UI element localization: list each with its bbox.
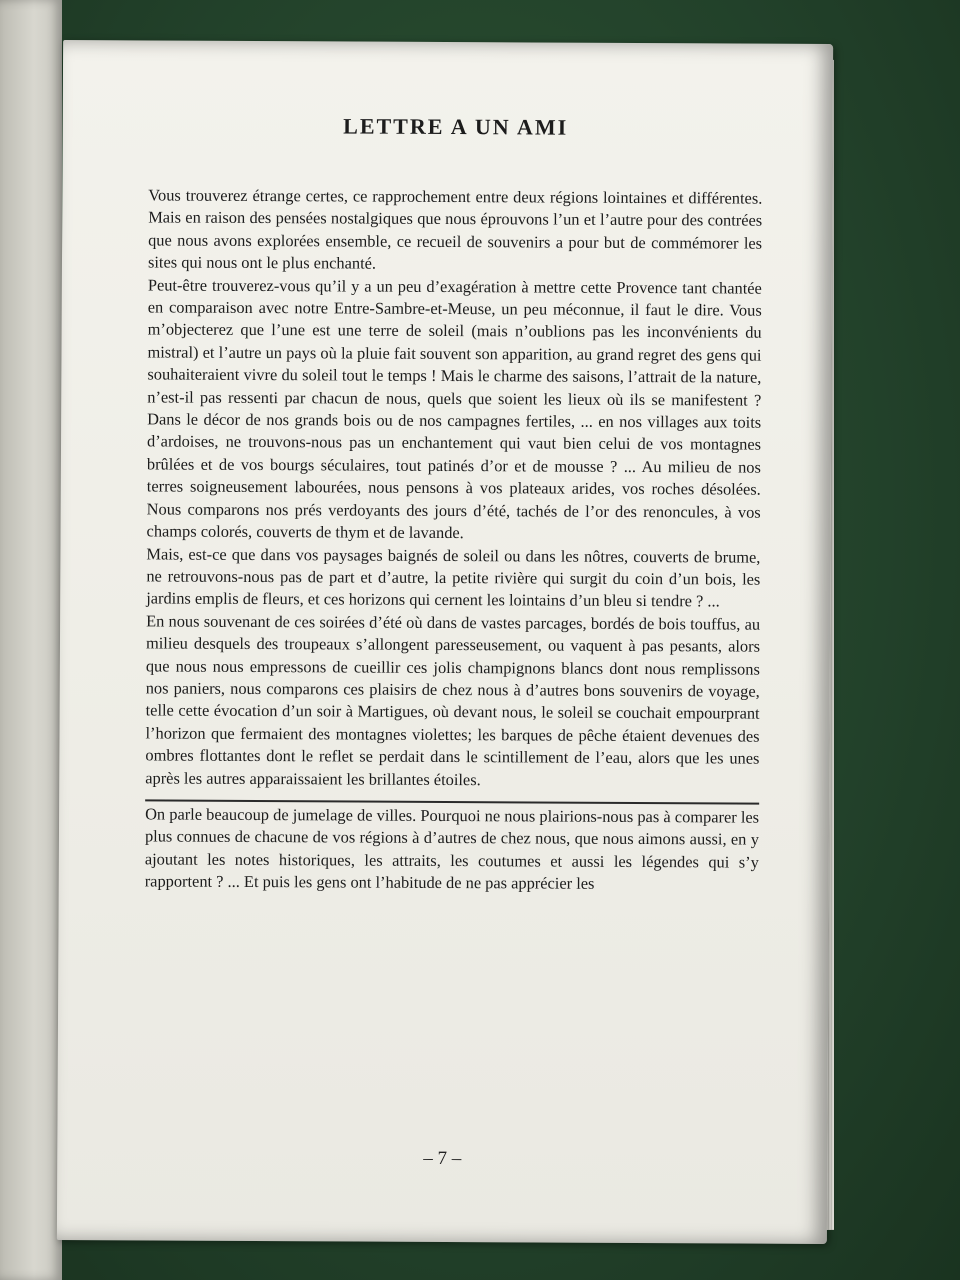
book-page [57, 40, 833, 1244]
paragraph-paysages: Mais, est-ce que dans vos paysages baignés de soleil ou dans les nôtres, couverts de brume, ne retrouvons-nous pas de part et d’autre, la petite rivière qui surgit du coin d’un bois, les jardins emplis de fleurs, et ces horizons qui cernent les lointains d’un bleu si tendre ? ... [146, 543, 761, 611]
page-number: – 7 – [423, 1147, 462, 1170]
paragraph-soirees: En nous souvenant de ces soirées d’été où dans de vastes parcages, bordés de bois touffus, au milieu desquels des troupeaux s’allongent paresseusement, ou vaquent à pas pesants, alors que nous nous empressons de cueillir ces jolis champignons blancs dont nous remplissons nos paniers, nous comparons ces plaisirs de chez nous à d’autres bons souvenirs de voyage, telle cette évocation d’un soir à Martigues, où devant nous, le soleil se couchait empourprant l’horizon que fermaient des montagnes violettes; les barques de pêche étaient devenues des ombres flottantes dont le reflet se perdait dans le scintillement de l’eau, alors que les unes après les autres apparaissaient les brillantes étoiles. [145, 611, 761, 789]
paragraph-intro: Vous trouverez étrange certes, ce rapprochement entre deux régions lointaines et différentes. Mais en raison des pensées nostalgiques que nous éprouvons l’un et l’autre pour des contrées que nous avons explorées ensemble, ce recueil de souvenirs a pour but de commémorer les sites qui nous ont le plus enchanté. [147, 185, 763, 273]
facing-page-edge [0, 0, 62, 1280]
paragraph-provence: Peut-être trouverez-vous qu’il y a un peu d’exagération à mettre cette Provence tant chantée en comparaison avec notre Entre-Sambre-et-Meuse, un peu méconnue, il faut le dire. Vous m’objecterez que l’une est une terre de soleil (mais n’oublions pas les inconvénients du mistral) et l’autre un pays où la pluie fait souvent son apparition, au grand regret des gens qui souhaiteraient vivre du soleil tout le temps ! Mais le charme des saisons, l’attrait de la nature, n’est-il pas ressenti par chacun de nous, quels que soient les lieux où ils se manifestent ? Dans le décor de nos grands bois ou de nos campagnes fertiles, ... en nos villages aux toits d’ardoises, ne trouvons-nous pas un enchantement qui vaut bien celui de vos montagnes brûlées et de vos bourgs séculaires, tout patinés d’or et de mousse ? ... Au milieu de nos terres soigneusement labourées, nous pensons à vos plateaux arides, vos roches désolées. Nous comparons nos prés verdoyants des jours d’été, tachés de l’or des renoncules, à vos champs colorés, couverts de thym et de lavande. [146, 275, 762, 543]
page-content [145, 112, 763, 896]
paragraph-jumelage: On parle beaucoup de jumelage de villes. Pourquoi ne nous plairions-nous pas à comparer les plus connues de chacune de vos régions à d’autres de chez nous, que nous aimons aussi, en y ajoutant les notes historiques, les attraits, les coutumes et aussi les légendes qui s’y rapportent ? ... Et puis les gens ont l’habitude de ne pas apprécier les [144, 804, 760, 893]
page-title: LETTRE A UN AMI [343, 113, 569, 140]
